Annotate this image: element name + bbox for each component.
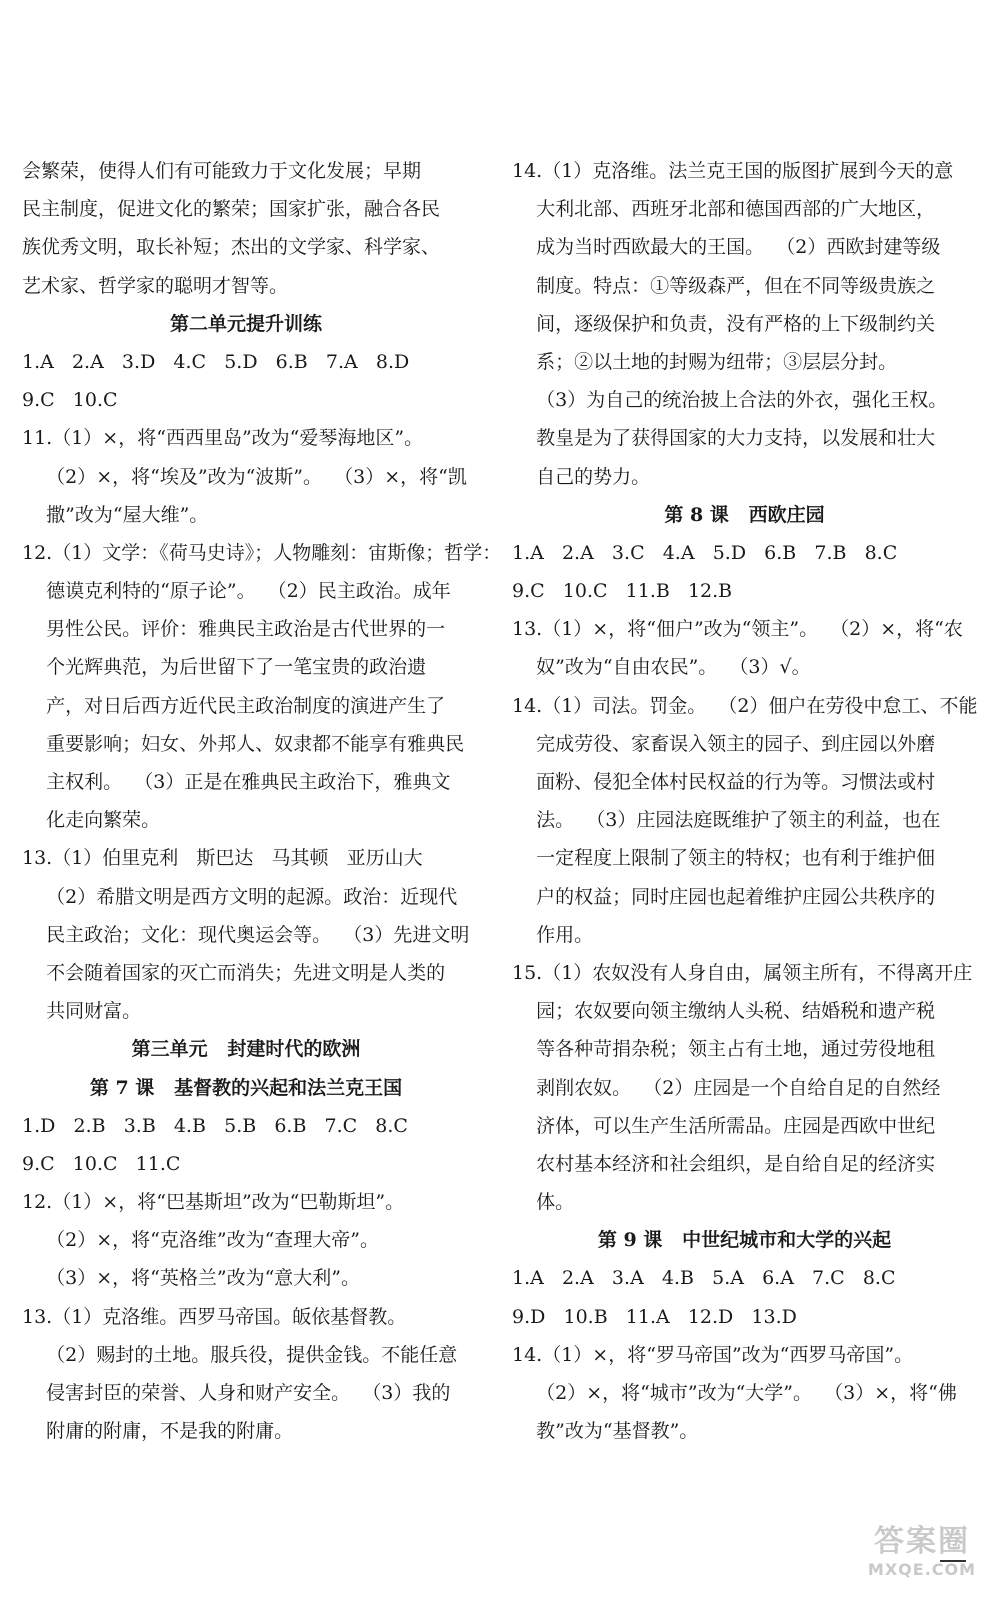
answer-line: 大利北部、西班牙北部和德国西部的广大地区， bbox=[512, 198, 936, 221]
answer-line: 不会随着国家的灭亡而消失；先进文明是人类的 bbox=[22, 961, 446, 984]
answer-line: 户的权益；同时庄园也起着维护庄园公共秩序的 bbox=[512, 885, 936, 908]
right-column bbox=[512, 152, 977, 1450]
answer-line: 男性公民。评价：雅典民主政治是古代世界的一 bbox=[22, 618, 446, 641]
section-heading: 第二单元提升训练 bbox=[169, 312, 322, 335]
answer-line: 9.C 10.C 11.B 12.B bbox=[512, 580, 733, 603]
answer-line: 9.D 10.B 11.A 12.D 13.D bbox=[512, 1305, 797, 1328]
answer-line: （2）×，将“城市”改为“大学”。 （3）×，将“佛 bbox=[512, 1382, 957, 1404]
answer-line: 会繁荣，使得人们有可能致力于文化发展；早期 bbox=[22, 160, 422, 182]
answer-line: 9.C 10.C bbox=[22, 389, 118, 412]
answer-line: （2）×，将“克洛维”改为“查理大帝”。 bbox=[22, 1229, 380, 1252]
answer-line: 等各种苛捐杂税；领主占有土地，通过劳役地租 bbox=[512, 1038, 936, 1061]
section-heading: 第 9 课 中世纪城市和大学的兴起 bbox=[597, 1229, 892, 1252]
answer-line: 11.（1）×，将“西西里岛”改为“爱琴海地区”。 bbox=[22, 427, 424, 450]
answer-line: 自己的势力。 bbox=[512, 465, 651, 488]
answer-line: 系；②以土地的封赐为纽带；③层层分封。 bbox=[512, 350, 898, 373]
answer-line: 民主政治；文化：现代奥运会等。 （3）先进文明 bbox=[22, 923, 470, 946]
answer-line: 1.A 2.A 3.C 4.A 5.D 6.B 7.B 8.C bbox=[512, 541, 898, 564]
answer-line: 艺术家、哲学家的聪明才智等。 bbox=[22, 274, 289, 297]
answer-line: （3）为自己的统治披上合法的外衣，强化王权。 bbox=[512, 389, 948, 412]
answer-line: 附庸的附庸，不是我的附庸。 bbox=[22, 1420, 294, 1443]
answer-line: 15.（1）农奴没有人身自由，属领主所有，不得离开庄 bbox=[512, 961, 973, 984]
answer-line: 族优秀文明，取长补短；杰出的文学家、科学家、 bbox=[22, 236, 441, 259]
answer-line: 法。 （3）庄园法庭既维护了领主的利益，也在 bbox=[512, 809, 941, 832]
answer-line: 13.（1）伯里克利 斯巴达 马其顿 亚历山大 bbox=[22, 847, 423, 870]
answer-line: 13.（1）×，将“佃户”改为“领主”。 （2）×，将“农 bbox=[512, 618, 963, 641]
answer-line: 14.（1）司法。罚金。 （2）佃户在劳役中怠工、不能 bbox=[512, 694, 978, 717]
answer-line: 12.（1）文学：《荷马史诗》；人物雕刻：宙斯像；哲学： bbox=[22, 541, 502, 564]
answer-line: 侵害封臣的荣誉、人身和财产安全。 （3）我的 bbox=[22, 1382, 451, 1404]
watermark-logo bbox=[862, 1524, 982, 1594]
section-heading: 第三单元 封建时代的欧洲 bbox=[131, 1038, 361, 1061]
answer-line: 化走向繁荣。 bbox=[22, 809, 161, 832]
section-heading: 第 8 课 西欧庄园 bbox=[664, 503, 825, 526]
answer-line: （2）希腊文明是西方文明的起源。政治：近现代 bbox=[22, 885, 458, 908]
answer-line: 作用。 bbox=[512, 923, 594, 946]
answer-line: （3）×，将“英格兰”改为“意大利”。 bbox=[22, 1267, 361, 1290]
answer-line: 济体，可以生产生活所需品。庄园是西欧中世纪 bbox=[512, 1114, 936, 1137]
answer-line: 产，对日后西方近代民主政治制度的演进产生了 bbox=[22, 694, 446, 717]
answer-line: 德谟克利特的“原子论”。 （2）民主政治。成年 bbox=[22, 580, 451, 603]
answer-line: 14.（1）×，将“罗马帝国”改为“西罗马帝国”。 bbox=[512, 1343, 914, 1366]
answer-line: 农村基本经济和社会组织，是自给自足的经济实 bbox=[512, 1152, 936, 1175]
answer-line: 教皇是为了获得国家的大力支持，以发展和壮大 bbox=[512, 427, 936, 450]
answer-line: 教”改为“基督教”。 bbox=[512, 1420, 699, 1443]
answer-line: （2）×，将“埃及”改为“波斯”。 （3）×，将“凯 bbox=[22, 465, 467, 488]
watermark-text: 答案圈 bbox=[874, 1524, 970, 1559]
answer-line: 撒”改为“屋大维”。 bbox=[22, 503, 209, 526]
answer-line: 13.（1）克洛维。西罗马帝国。皈依基督教。 bbox=[22, 1305, 407, 1328]
answer-line: 剥削农奴。 （2）庄园是一个自给自足的自然经 bbox=[512, 1076, 941, 1099]
answer-line: 9.C 10.C 11.C bbox=[22, 1152, 181, 1175]
watermark-url: MXQE.COM bbox=[867, 1560, 977, 1579]
answer-line: 主权利。 （3）正是在雅典民主政治下，雅典文 bbox=[22, 771, 451, 793]
answer-line: 间，逐级保护和负责，没有严格的上下级制约关 bbox=[512, 312, 936, 335]
section-heading: 第 7 课 基督教的兴起和法兰克王国 bbox=[89, 1076, 403, 1099]
answer-line: 1.D 2.B 3.B 4.B 5.B 6.B 7.C 8.C bbox=[22, 1114, 408, 1137]
answer-line: 个光辉典范，为后世留下了一笔宝贵的政治遗 bbox=[22, 656, 427, 679]
answer-line: 一定程度上限制了领主的特权；也有利于维护佃 bbox=[512, 847, 936, 870]
answer-line: 1.A 2.A 3.D 4.C 5.D 6.B 7.A 8.D bbox=[22, 350, 410, 373]
answer-line: 民主制度，促进文化的繁荣；国家扩张，融合各民 bbox=[22, 198, 441, 221]
answer-line: 奴”改为“自由农民”。 （3）√。 bbox=[512, 656, 811, 679]
answer-line: 14.（1）克洛维。法兰克王国的版图扩展到今天的意 bbox=[512, 160, 954, 182]
answer-line: 制度。特点：①等级森严，但在不同等级贵族之 bbox=[512, 274, 936, 297]
answer-line: 1.A 2.A 3.A 4.B 5.A 6.A 7.C 8.C bbox=[512, 1267, 896, 1290]
answer-line: 完成劳役、家畜误入领主的园子、到庄园以外磨 bbox=[512, 732, 936, 755]
answer-line: 12.（1）×，将“巴基斯坦”改为“巴勒斯坦”。 bbox=[22, 1191, 405, 1214]
answer-line: 园；农奴要向领主缴纳人头税、结婚税和遗产税 bbox=[512, 1000, 936, 1023]
left-column bbox=[22, 152, 502, 1450]
answer-line: 体。 bbox=[512, 1191, 575, 1214]
answer-line: 重要影响；妇女、外邦人、奴隶都不能享有雅典民 bbox=[22, 732, 465, 755]
answer-line: 成为当时西欧最大的王国。 （2）西欧封建等级 bbox=[512, 236, 941, 259]
answer-line: （2）赐封的土地。服兵役，提供金钱。不能任意 bbox=[22, 1343, 458, 1366]
answer-line: 面粉、侵犯全体村民权益的行为等。习惯法或村 bbox=[512, 771, 936, 793]
answer-line: 共同财富。 bbox=[22, 1000, 142, 1023]
